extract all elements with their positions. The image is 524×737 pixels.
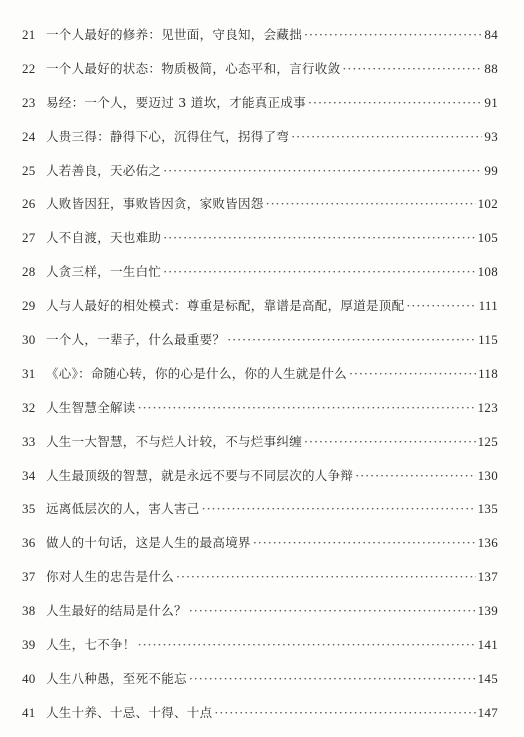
entry-title: 人生八种愚，至死不能忘 bbox=[46, 670, 187, 686]
entry-number: 40 bbox=[22, 670, 36, 686]
dot-leader bbox=[291, 129, 482, 144]
toc-entry[interactable] bbox=[22, 364, 498, 398]
toc-entry[interactable] bbox=[22, 93, 498, 127]
entry-title: 人贪三样，一生白忙 bbox=[46, 264, 162, 280]
entry-page-number: 84 bbox=[484, 27, 498, 42]
entry-number: 24 bbox=[22, 128, 36, 144]
entry-number: 33 bbox=[22, 433, 36, 449]
toc-entry[interactable] bbox=[22, 432, 498, 466]
entry-title: 一个人，一辈子，什么最重要？ bbox=[46, 332, 226, 348]
entry-title: 人生，七不争！ bbox=[46, 637, 136, 653]
toc-entry[interactable] bbox=[22, 533, 498, 567]
entry-title: 一个人最好的修养：见世面，守良知，会藏拙 bbox=[46, 27, 303, 42]
entry-number: 27 bbox=[22, 230, 36, 246]
entry-title: 易经：一个人，要迈过 3 道坎，才能真正成事 bbox=[46, 94, 307, 110]
toc-entry[interactable] bbox=[22, 228, 498, 262]
entry-page-number: 135 bbox=[477, 501, 498, 517]
dot-leader bbox=[189, 603, 476, 618]
dot-leader bbox=[202, 501, 476, 516]
toc-entry[interactable] bbox=[22, 296, 498, 330]
dot-leader bbox=[163, 230, 475, 245]
entry-title: 人生最顶级的智慧，就是永远不要与不同层次的人争辩 bbox=[46, 467, 354, 483]
entry-page-number: 99 bbox=[484, 162, 498, 178]
dot-leader bbox=[163, 163, 482, 178]
entry-page-number: 111 bbox=[478, 298, 498, 314]
entry-title: 做人的十句话，这是人生的最高境界 bbox=[46, 535, 251, 551]
toc-entry[interactable] bbox=[22, 635, 498, 669]
entry-page-number: 147 bbox=[477, 704, 498, 720]
toc-entry[interactable] bbox=[22, 466, 498, 500]
entry-page-number: 145 bbox=[477, 670, 498, 686]
dot-leader bbox=[189, 671, 476, 686]
entry-title: 人生一大智慧，不与烂人计较，不与烂事纠缠 bbox=[46, 433, 303, 449]
dot-leader bbox=[308, 95, 482, 110]
entry-number: 23 bbox=[22, 94, 36, 110]
entry-page-number: 125 bbox=[477, 433, 498, 449]
dot-leader bbox=[304, 434, 476, 449]
toc-entry[interactable] bbox=[22, 567, 498, 601]
entry-number: 36 bbox=[22, 535, 36, 551]
entry-title: 人生最好的结局是什么？ bbox=[46, 603, 187, 619]
entry-page-number: 105 bbox=[477, 230, 498, 246]
entry-title: 人与人最好的相处模式：尊重是标配，靠谱是高配，厚道是顶配 bbox=[46, 298, 405, 314]
entry-number: 21 bbox=[22, 27, 36, 42]
entry-title: 远离低层次的人，害人害己 bbox=[46, 501, 200, 517]
entry-page-number: 91 bbox=[484, 94, 498, 110]
entry-number: 22 bbox=[22, 60, 36, 76]
dot-leader bbox=[176, 569, 476, 584]
entry-number: 37 bbox=[22, 569, 36, 585]
toc-entry[interactable] bbox=[22, 127, 498, 161]
entry-page-number: 102 bbox=[477, 196, 498, 212]
entry-title: 一个人最好的状态：物质极简，心态平和，言行收敛 bbox=[46, 60, 341, 76]
toc-entry[interactable] bbox=[22, 262, 498, 296]
entry-page-number: 139 bbox=[477, 603, 498, 619]
entry-page-number: 123 bbox=[477, 399, 498, 415]
toc-entry[interactable] bbox=[22, 703, 498, 737]
toc-entry[interactable] bbox=[22, 25, 498, 59]
toc-entry[interactable] bbox=[22, 398, 498, 432]
dot-leader bbox=[342, 61, 482, 76]
entry-title: 人生智慧全解读 bbox=[46, 399, 136, 415]
dot-leader bbox=[163, 264, 475, 279]
entry-title: 人不自渡，天也难助 bbox=[46, 230, 162, 246]
entry-number: 39 bbox=[22, 637, 36, 653]
entry-page-number: 115 bbox=[478, 332, 498, 348]
entry-title: 人生十养、十忌、十得、十点 bbox=[46, 704, 213, 720]
entry-number: 29 bbox=[22, 298, 36, 314]
entry-number: 41 bbox=[22, 704, 36, 720]
entry-number: 25 bbox=[22, 162, 36, 178]
toc-entry[interactable] bbox=[22, 194, 498, 228]
toc-entry[interactable] bbox=[22, 601, 498, 635]
entry-title: 《心》：命随心转，你的心是什么，你的人生就是什么 bbox=[46, 365, 347, 381]
dot-leader bbox=[214, 705, 475, 720]
dot-leader bbox=[349, 366, 476, 381]
dot-leader bbox=[138, 400, 476, 415]
entry-number: 28 bbox=[22, 264, 36, 280]
entry-number: 35 bbox=[22, 501, 36, 517]
dot-leader bbox=[227, 332, 476, 347]
dot-leader bbox=[253, 535, 476, 550]
entry-title: 人若善良，天必佑之 bbox=[46, 162, 162, 178]
entry-number: 31 bbox=[22, 365, 36, 381]
entry-page-number: 93 bbox=[484, 128, 498, 144]
dot-leader bbox=[406, 298, 476, 313]
toc-entry[interactable] bbox=[22, 499, 498, 533]
entry-page-number: 137 bbox=[477, 569, 498, 585]
entry-number: 30 bbox=[22, 332, 36, 348]
entry-title: 人贵三得：静得下心，沉得住气，拐得了弯 bbox=[46, 128, 290, 144]
entry-page-number: 136 bbox=[477, 535, 498, 551]
dot-leader bbox=[138, 637, 476, 652]
entry-title: 人败皆因狂，事败皆因贪，家败皆因怨 bbox=[46, 196, 264, 212]
entry-page-number: 130 bbox=[477, 467, 498, 483]
dot-leader bbox=[355, 468, 475, 483]
toc-entry[interactable] bbox=[22, 330, 498, 364]
entry-page-number: 88 bbox=[484, 60, 498, 76]
toc-entry[interactable] bbox=[22, 59, 498, 93]
entry-number: 32 bbox=[22, 399, 36, 415]
toc-entry[interactable] bbox=[22, 161, 498, 195]
entry-page-number: 118 bbox=[478, 365, 498, 381]
dot-leader bbox=[304, 27, 482, 42]
toc-entry[interactable] bbox=[22, 669, 498, 703]
entry-number: 34 bbox=[22, 467, 36, 483]
table-of-contents bbox=[22, 25, 498, 737]
dot-leader bbox=[266, 196, 476, 211]
entry-number: 38 bbox=[22, 603, 36, 619]
entry-number: 26 bbox=[22, 196, 36, 212]
entry-title: 你对人生的忠告是什么 bbox=[46, 569, 175, 585]
entry-page-number: 108 bbox=[477, 264, 498, 280]
entry-page-number: 141 bbox=[477, 637, 498, 653]
